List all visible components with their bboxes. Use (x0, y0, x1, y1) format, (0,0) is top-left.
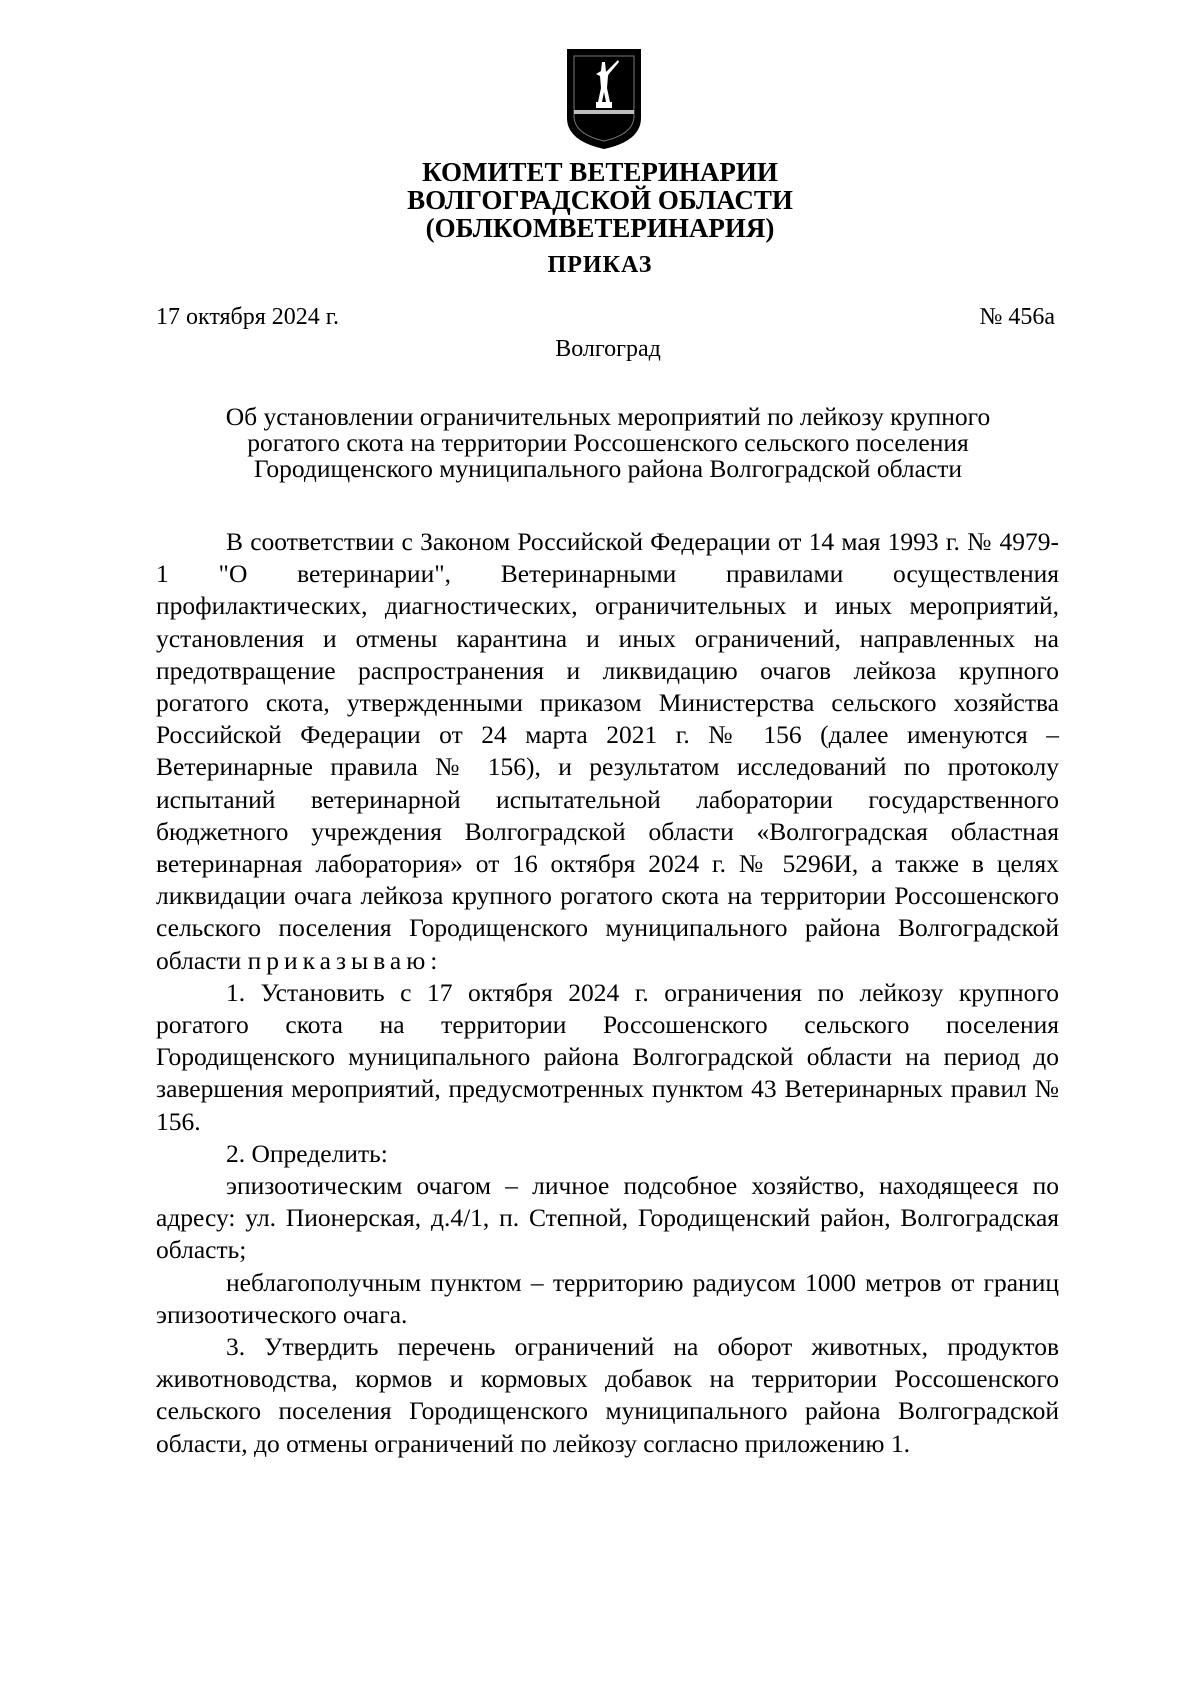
coat-of-arms-icon (566, 48, 642, 150)
document-title (168, 404, 1048, 482)
org-name-line-2: ВОЛГОГРАДСКОЙ ОБЛАСТИ (407, 185, 793, 215)
title-line: Об установлении ограничительных мероприятий по лейкозу крупного (225, 402, 991, 431)
preamble-text: В соответствии с Законом Российской Федерации от 14 мая 1993 г. № 4979-1 "О ветеринарии", Ветеринарными правилами осуществления профилактических, диагностических, ограничительных и иных мероприятий, установления и отмены карантина и иных ограничений, направленных на предотвращение распространения и ликвидацию очагов лейкоза крупного рогатого скота, утвержденными приказом Министерства сельского хозяйства Российской Федерации от 24 марта 2021 г. № 156 (далее именуются – Ветеринарные правила № 156), и результатом исследований по протоколу испытаний ветеринарной испытательной лаборатории государственного бюджетного учреждения Волгоградской области «Волгоградская областная ветеринарная лаборатория» от 16 октября 2024 г. № 5296И, а также в целях ликвидации очага лейкоза крупного рогатого скота на территории Россошенского сельского поселения Городищенского муниципального района Волгоградской области (156, 527, 1059, 975)
title-line: Городищенского муниципального района Волгоградской области (253, 454, 963, 483)
org-name-line-1: КОМИТЕТ ВЕТЕРИНАРИИ (422, 157, 778, 187)
document-type: ПРИКАЗ (547, 252, 653, 278)
document-body (156, 526, 1059, 1460)
document-date: 17 октября 2024 г. (156, 304, 339, 330)
title-line: рогатого скота на территории Россошенского сельского поселения (247, 428, 969, 457)
item-2: 2. Определить: (226, 1138, 388, 1168)
org-name-line-3: (ОБЛКОМВЕТЕРИНАРИЯ) (425, 213, 775, 243)
item-2-area: неблагополучным пунктом – территорию радиусом 1000 метров от границ эпизоотического очага. (156, 1267, 1059, 1329)
item-3: 3. Утвердить перечень ограничений на оборот животных, продуктов животноводства, кормов и кормовых добавок на территории Россошенского сельского поселения Городищенского муниципального района Волгоградской области, до отмены ограничений по лейкозу согласно приложению 1. (156, 1332, 1059, 1458)
document-number: № 456а (979, 304, 1055, 330)
order-word: приказываю: (247, 945, 443, 975)
item-2-focus: эпизоотическим очагом – личное подсобное хозяйство, находящееся по адресу: ул. Пионерская, д.4/1, п. Степной, Городищенский район, Волгоградская область; (156, 1171, 1059, 1265)
preamble-paragraph (156, 526, 1059, 977)
item-1: 1. Установить с 17 октября 2024 г. ограничения по лейкозу крупного рогатого скота на территории Россошенского сельского поселения Городищенского муниципального района Волгоградской области на период до завершения мероприятий, предусмотренных пунктом 43 Ветеринарных правил № 156. (156, 977, 1059, 1136)
document-city: Волгоград (555, 336, 661, 362)
